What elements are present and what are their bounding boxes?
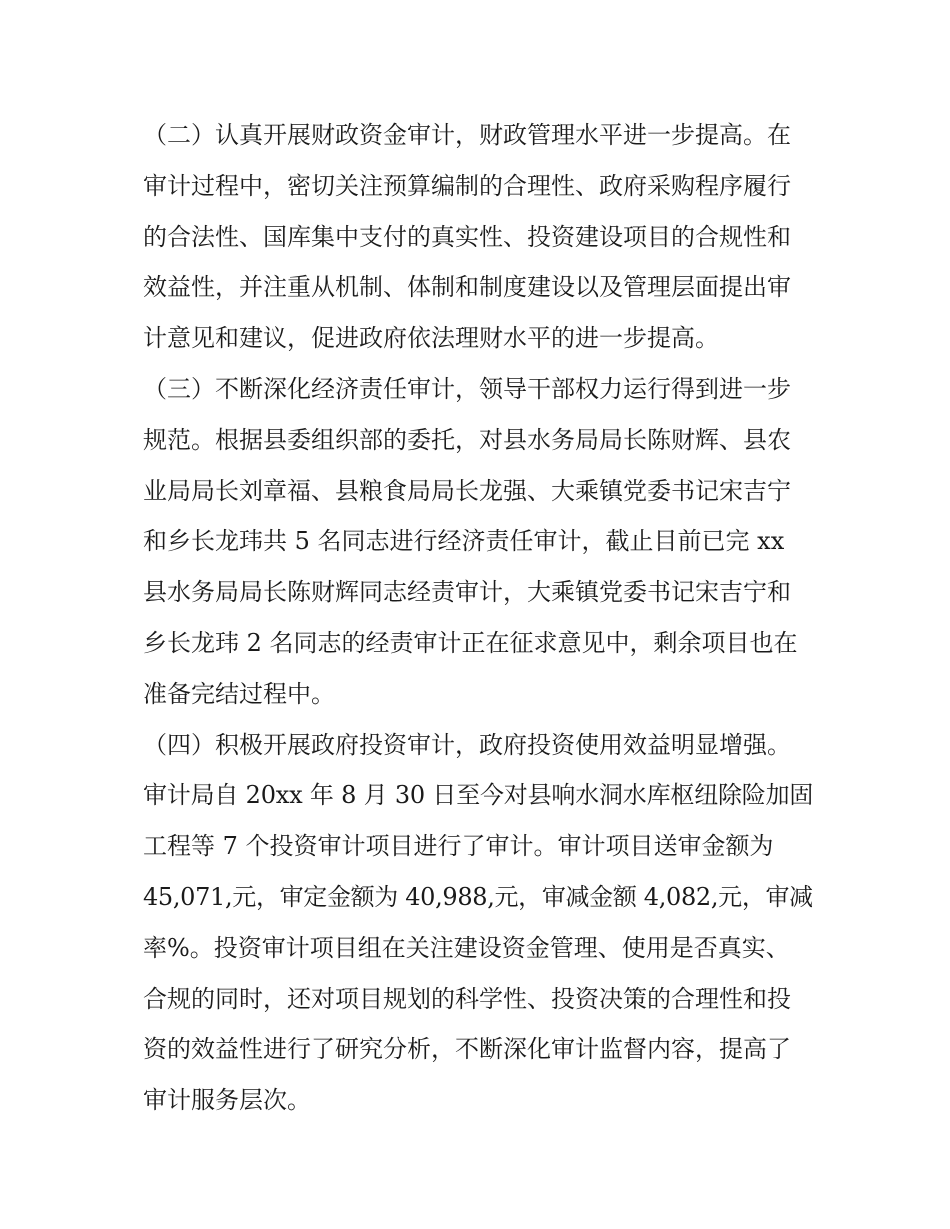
paragraph-2-line-4: 效益性，并注重从机制、体制和制度建设以及管理层面提出审 bbox=[143, 273, 791, 302]
paragraph-4-line-5: 率%。投资审计项目组在关注建设资金管理、使用是否真实、 bbox=[143, 933, 790, 962]
paragraph-4-line-1: （四）积极开展政府投资审计，政府投资使用效益明显增强。 bbox=[143, 730, 791, 759]
paragraph-3-line-1: （三）不断深化经济责任审计，领导干部权力运行得到进一步 bbox=[143, 374, 791, 403]
paragraph-2-line-3: 的合法性、国库集中支付的真实性、投资建设项目的合规性和 bbox=[143, 222, 791, 251]
paragraph-3-line-3: 业局局长刘章福、县粮食局局长龙强、大乘镇党委书记宋吉宁 bbox=[143, 476, 791, 505]
paragraph-3-line-4: 和乡长龙玮共 5 名同志进行经济责任审计，截止目前已完 xx bbox=[143, 527, 785, 556]
paragraph-4-line-3: 工程等 7 个投资审计项目进行了审计。审计项目送审金额为 bbox=[143, 832, 774, 861]
paragraph-3-line-2: 规范。根据县委组织部的委托，对县水务局局长陈财辉、县农 bbox=[143, 425, 791, 454]
paragraph-3-line-5: 县水务局局长陈财辉同志经责审计，大乘镇党委书记宋吉宁和 bbox=[143, 578, 791, 607]
paragraph-4-line-8: 审计服务层次。 bbox=[143, 1086, 311, 1115]
paragraph-3-line-7: 准备完结过程中。 bbox=[143, 679, 335, 708]
body-text bbox=[143, 110, 813, 1126]
paragraph-4-line-6: 合规的同时，还对项目规划的科学性、投资决策的合理性和投 bbox=[143, 984, 791, 1013]
paragraph-3-line-6: 乡长龙玮 2 名同志的经责审计正在征求意见中，剩余项目也在 bbox=[143, 628, 798, 657]
paragraph-4-line-2: 审计局自 20xx 年 8 月 30 日至今对县响水洞水库枢纽除险加固 bbox=[143, 781, 814, 810]
paragraph-2-line-1: （二）认真开展财政资金审计，财政管理水平进一步提高。在 bbox=[143, 121, 791, 149]
paragraph-4-line-7: 资的效益性进行了研究分析，不断深化审计监督内容，提高了 bbox=[143, 1035, 791, 1064]
paragraph-2-line-2: 审计过程中，密切关注预算编制的合理性、政府采购程序履行 bbox=[143, 171, 791, 200]
paragraph-2-line-5: 计意见和建议，促进政府依法理财水平的进一步提高。 bbox=[143, 324, 719, 353]
paragraph-4-line-4: 45,071,元，审定金额为 40,988,元，审减金额 4,082,元，审减 bbox=[143, 882, 813, 911]
